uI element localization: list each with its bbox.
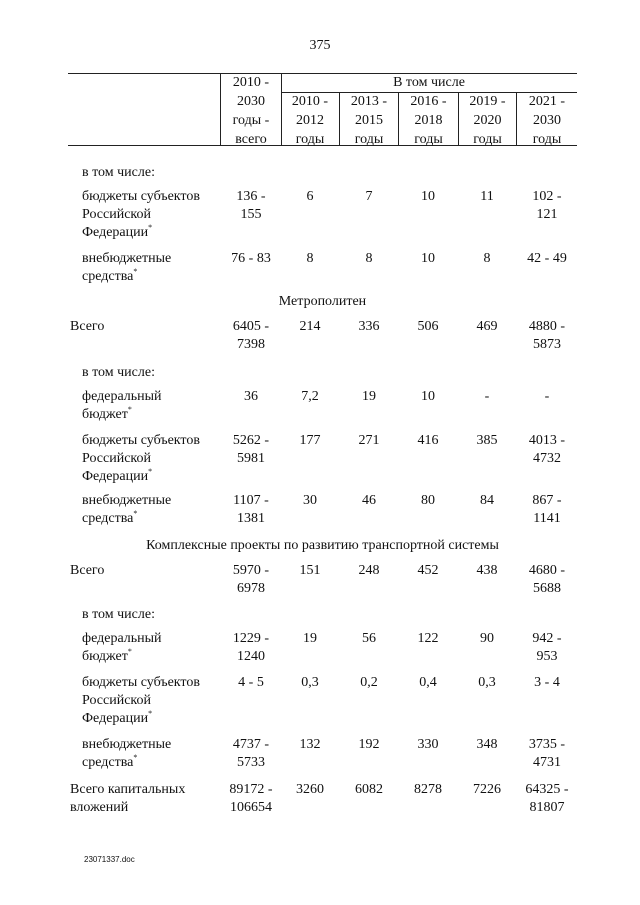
footnote-asterisk: *	[127, 647, 132, 656]
footnote-asterisk: *	[148, 709, 153, 718]
value-cell: 6405 - 7398	[232, 319, 270, 352]
row-label: бюджеты субъектов Российской Федерации*	[82, 675, 200, 726]
row-label: в том числе:	[82, 165, 155, 180]
value-cell: 6	[306, 189, 314, 204]
value-cell: 3260	[296, 782, 324, 797]
value-cell: 0,4	[419, 675, 437, 690]
value-cell: 469	[476, 319, 498, 334]
section-heading: Комплексные проекты по развитию транспортной системы	[146, 538, 499, 553]
value-cell: 4 - 5	[238, 675, 264, 690]
value-cell: 1229 - 1240	[232, 631, 270, 664]
header-col-2021-2030: 2021 - 2030 годы	[528, 94, 566, 147]
value-cell: 5970 - 6978	[232, 563, 270, 596]
value-cell: 4737 - 5733	[232, 737, 270, 770]
value-cell: 11	[480, 189, 494, 204]
row-label: бюджеты субъектов Российской Федерации*	[82, 189, 200, 240]
header-col-2013-2015: 2013 - 2015 годы	[350, 94, 388, 147]
value-cell: -	[484, 389, 490, 404]
value-cell: 3735 - 4731	[528, 737, 566, 770]
value-cell: 0,2	[360, 675, 378, 690]
value-cell: 76 - 83	[231, 251, 271, 266]
value-cell: 151	[299, 563, 321, 578]
row-label: в том числе:	[82, 365, 155, 380]
value-cell: 122	[417, 631, 439, 646]
value-cell: 80	[421, 493, 435, 508]
page-number: 375	[309, 38, 331, 53]
value-cell: 84	[480, 493, 494, 508]
document-filename: 23071337.doc	[84, 855, 135, 864]
value-cell: 0,3	[301, 675, 319, 690]
value-cell: 136 - 155	[236, 189, 266, 222]
row-label: Всего	[70, 319, 105, 334]
row-label: внебюджетные средства*	[82, 493, 172, 526]
value-cell: 177	[299, 433, 321, 448]
header-col-2016-2018: 2016 - 2018 годы	[410, 94, 447, 147]
value-cell: 36	[244, 389, 258, 404]
value-cell: 30	[303, 493, 317, 508]
value-cell: 4013 - 4732	[528, 433, 566, 466]
row-label: федеральный бюджет*	[82, 631, 162, 664]
value-cell: 10	[421, 389, 435, 404]
value-cell: 330	[417, 737, 439, 752]
value-cell: 942 - 953	[532, 631, 562, 664]
value-cell: 438	[476, 563, 498, 578]
value-cell: 452	[417, 563, 439, 578]
value-cell: 385	[476, 433, 498, 448]
value-cell: 7	[365, 189, 373, 204]
value-cell: 416	[417, 433, 439, 448]
value-cell: 64325 - 81807	[525, 782, 569, 815]
value-cell: 8278	[414, 782, 442, 797]
row-label: Всего	[70, 563, 105, 578]
footnote-asterisk: *	[148, 223, 153, 232]
row-label: в том числе:	[82, 607, 155, 622]
header-col-2010-2012: 2010 - 2012 годы	[291, 94, 329, 147]
value-cell: 348	[476, 737, 498, 752]
row-label: федеральный бюджет*	[82, 389, 162, 422]
header-group-label: В том числе	[393, 75, 465, 90]
value-cell: 102 - 121	[532, 189, 562, 222]
value-cell: 3 - 4	[534, 675, 560, 690]
value-cell: 271	[358, 433, 380, 448]
value-cell: 4880 - 5873	[528, 319, 566, 352]
row-label: Всего капитальных вложений	[70, 782, 186, 815]
row-label: бюджеты субъектов Российской Федерации*	[82, 433, 200, 484]
section-heading: Метрополитен	[278, 294, 367, 309]
row-label: внебюджетные средства*	[82, 737, 172, 770]
value-cell: 6082	[355, 782, 383, 797]
value-cell: 90	[480, 631, 494, 646]
value-cell: 19	[303, 631, 317, 646]
value-cell: 89172 - 106654	[229, 782, 273, 815]
value-cell: 8	[306, 251, 314, 266]
value-cell: 7226	[473, 782, 501, 797]
value-cell: 214	[299, 319, 321, 334]
value-cell: 867 - 1141	[532, 493, 562, 526]
value-cell: 4680 - 5688	[528, 563, 566, 596]
value-cell: 19	[362, 389, 376, 404]
value-cell: 10	[421, 189, 435, 204]
value-cell: 506	[417, 319, 439, 334]
value-cell: 192	[358, 737, 380, 752]
value-cell: 1107 - 1381	[233, 493, 269, 526]
row-label: внебюджетные средства*	[82, 251, 172, 284]
footnote-asterisk: *	[133, 753, 138, 762]
value-cell: 8	[365, 251, 373, 266]
value-cell: 5262 - 5981	[232, 433, 270, 466]
value-cell: 336	[358, 319, 380, 334]
footnote-asterisk: *	[127, 405, 132, 414]
value-cell: 56	[362, 631, 376, 646]
footnote-asterisk: *	[133, 509, 138, 518]
footnote-asterisk: *	[133, 267, 138, 276]
value-cell: 0,3	[478, 675, 496, 690]
header-col-2019-2020: 2019 - 2020 годы	[469, 94, 506, 147]
value-cell: 248	[358, 563, 380, 578]
value-cell: 8	[483, 251, 491, 266]
value-cell: 10	[421, 251, 435, 266]
value-cell: 132	[299, 737, 321, 752]
value-cell: 42 - 49	[527, 251, 567, 266]
value-cell: 7,2	[301, 389, 319, 404]
header-total-column: 2010 - 2030 годы - всего	[232, 75, 270, 147]
value-cell: 46	[362, 493, 376, 508]
footnote-asterisk: *	[148, 467, 153, 476]
value-cell: -	[544, 389, 550, 404]
